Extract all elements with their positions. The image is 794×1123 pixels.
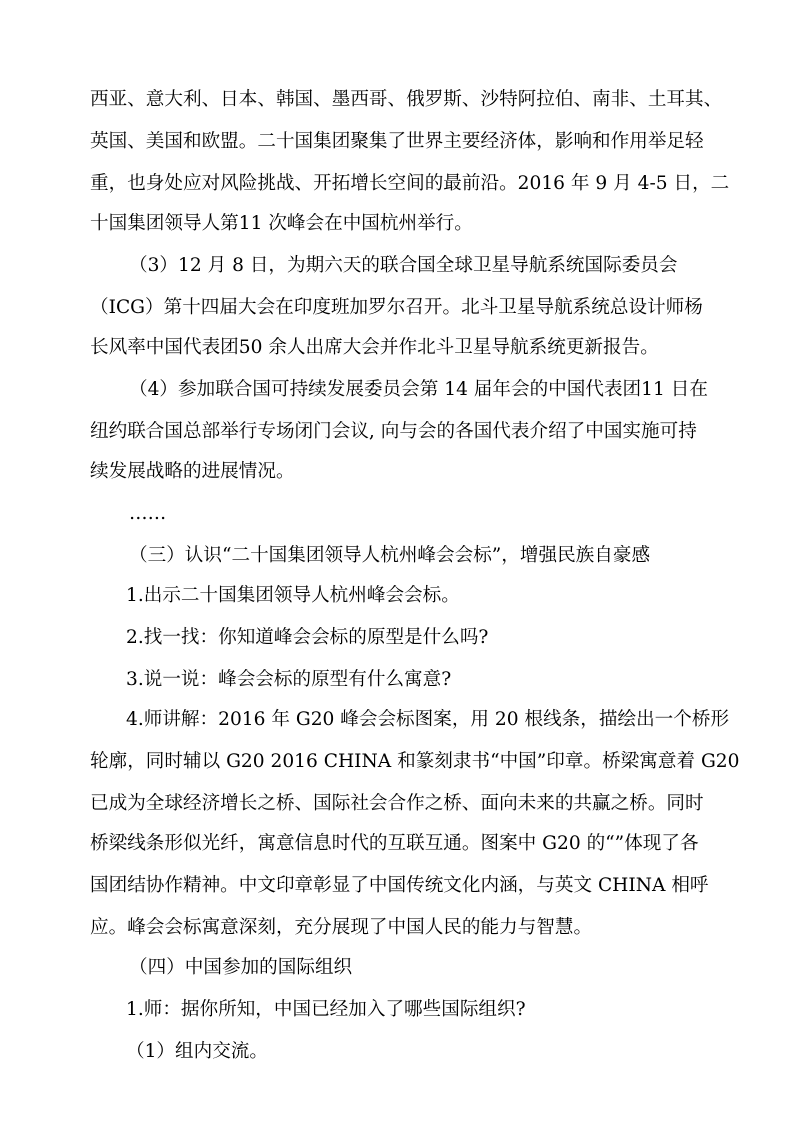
list-item: （1）组内交流。 [126,1041,268,1062]
section-heading: （三）认识“二十国集团领导人杭州峰会会标”，增强民族自豪感 [129,545,651,566]
paragraph-line: 续发展战略的进展情况。 [90,461,295,482]
list-item: 3.说一说：峰会会标的原型有什么寓意? [126,669,452,690]
paragraph-line: （4）参加联合国可持续发展委员会第 14 届年会的中国代表团11 日在 [129,379,708,400]
paragraph-line: 轮廓，同时辅以 G20 2016 CHINA 和篆刻隶书“中国”印章。桥梁寓意着 G20 [90,751,740,772]
paragraph-line: 纽约联合国总部举行专场闭门会议, 向与会的各国代表介绍了中国实施可持 [90,421,697,442]
paragraph-line: 长风率中国代表团50 余人出席大会并作北斗卫星导航系统更新报告。 [90,337,659,358]
paragraph-line: 已成为全球经济增长之桥、国际社会合作之桥、面向未来的共赢之桥。同时 [90,793,704,814]
list-item: 1.师：据你所知，中国已经加入了哪些国际组织? [126,999,526,1020]
paragraph-line: 重，也身处应对风险挑战、开拓增长空间的最前沿。2016 年 9 月 4-5 日，二 [90,173,730,194]
paragraph-line: （ICG）第十四届大会在印度班加罗尔召开。北斗卫星导航系统总设计师杨 [90,297,703,318]
paragraph-line: 英国、美国和欧盟。二十国集团聚集了世界主要经济体，影响和作用举足轻 [90,131,704,152]
paragraph-line: 国团结协作精神。中文印章彰显了中国传统文化内涵，与英文 CHINA 相呼 [90,875,709,896]
list-item: 2.找一找：你知道峰会会标的原型是什么吗? [126,627,489,648]
ellipsis-line: …… [129,503,167,524]
paragraph-line: 应。峰会会标寓意深刻，充分展现了中国人民的能力与智慧。 [90,917,593,938]
paragraph-line: 十国集团领导人第11 次峰会在中国杭州举行。 [90,213,473,234]
paragraph-line: 桥梁线条形似光纤，寓意信息时代的互联互通。图案中 G20 的“”体现了各 [90,833,699,854]
list-item: 1.出示二十国集团领导人杭州峰会会标。 [126,585,460,606]
section-heading: （四）中国参加的国际组织 [129,957,353,978]
paragraph-line: 西亚、意大利、日本、韩国、墨西哥、俄罗斯、沙特阿拉伯、南非、土耳其、 [90,89,723,110]
list-item: 4.师讲解：2016 年 G20 峰会会标图案，用 20 根线条，描绘出一个桥形 [126,709,730,730]
paragraph-line: （3）12 月 8 日，为期六天的联合国全球卫星导航系统国际委员会 [129,255,678,276]
